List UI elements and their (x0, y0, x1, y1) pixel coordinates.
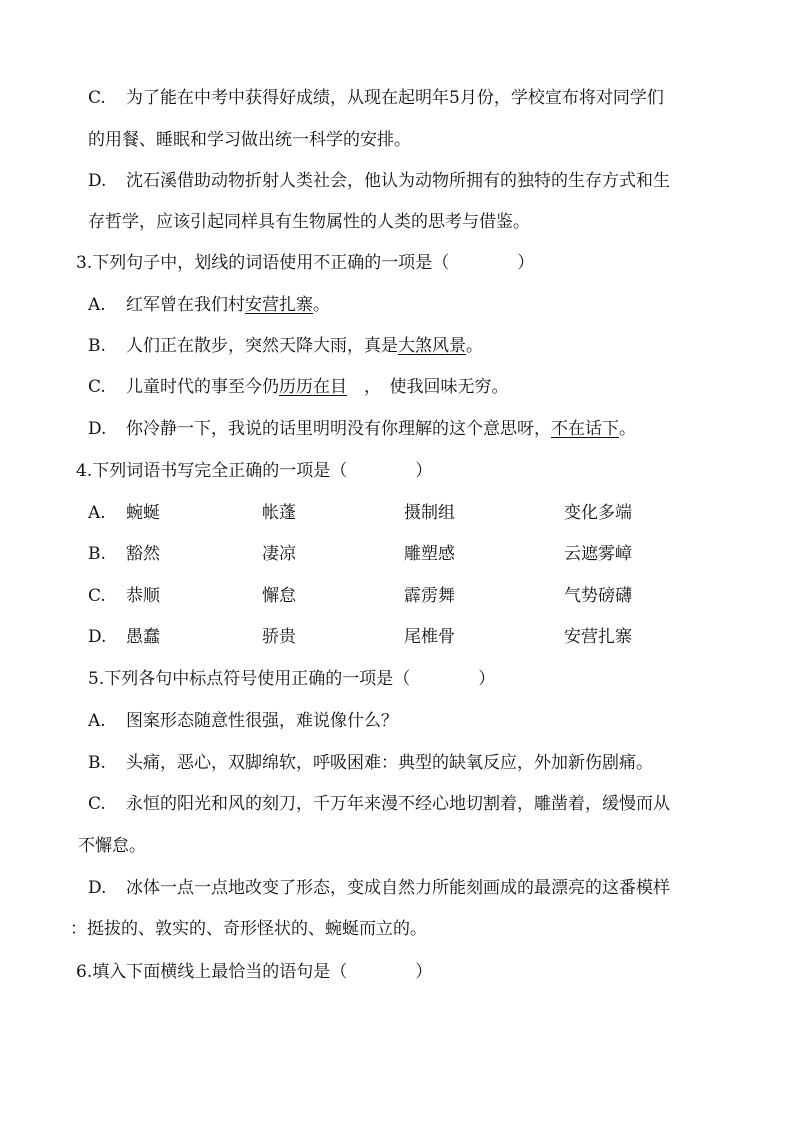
option-text-end: 。 (313, 295, 330, 315)
option-label: D. (88, 627, 107, 647)
option-label: A. (88, 503, 106, 523)
word-2: 凄凉 (262, 544, 296, 564)
option-label: C. (88, 794, 106, 814)
word-3: 尾椎骨 (404, 627, 455, 647)
word-4: 云遮雾嶂 (564, 544, 632, 564)
word-3: 摄制组 (404, 503, 455, 523)
option-text: 冰体一点一点地改变了形态，变成自然力所能刻画成的最漂亮的这番模样 (126, 878, 670, 898)
option-text-end: 。 (619, 419, 636, 439)
q5-option-c-line1 (88, 794, 670, 814)
option-label: B. (88, 544, 106, 564)
underlined-word: 历历在目 (279, 377, 347, 397)
q5-option-c-line2: 不懈怠。 (78, 836, 146, 856)
option-text: 红军曾在我们村 (126, 295, 245, 315)
q2-option-d-line2: 存哲学，应该引起同样具有生物属性的人类的思考与借鉴。 (88, 212, 530, 232)
q3-option-c (88, 377, 509, 397)
word-3: 雕塑感 (404, 544, 455, 564)
word-4: 气势磅礴 (564, 586, 632, 606)
underlined-word: 大煞风景 (398, 336, 466, 356)
word-2: 懈怠 (262, 586, 296, 606)
word-3: 霹雳舞 (404, 586, 455, 606)
option-text: 沈石溪借助动物折射人类社会，他认为动物所拥有的独特的生存方式和生 (126, 171, 670, 191)
option-text: 人们正在散步，突然天降大雨，真是 (126, 336, 398, 356)
q3-option-a (88, 295, 330, 315)
word-1: 豁然 (126, 544, 160, 564)
option-text: 为了能在中考中获得好成绩，从现在起明年5月份，学校宣布将对同学们 (126, 88, 664, 108)
q3-option-d (88, 419, 636, 439)
underlined-word: 不在话下 (551, 419, 619, 439)
word-2: 骄贵 (262, 627, 296, 647)
option-text: 头痛，恶心，双脚绵软，呼吸困难：典型的缺氧反应，外加新伤剧痛。 (126, 753, 653, 773)
q5-option-d-line1 (88, 878, 670, 898)
option-label: B. (88, 753, 106, 773)
option-label: A. (88, 711, 106, 731)
q5-option-d-line2: ：挺拔的、敦实的、奇形怪状的、蜿蜒而立的。 (70, 919, 427, 939)
q2-option-c-line2: 的用餐、睡眠和学习做出统一科学的安排。 (88, 130, 411, 150)
option-text: 儿童时代的事至今仍 (126, 377, 279, 397)
word-4: 变化多端 (564, 503, 632, 523)
option-label: C. (88, 377, 106, 397)
word-2: 帐蓬 (262, 503, 296, 523)
option-text: 你冷静一下，我说的话里明明没有你理解的这个意思呀， (126, 419, 551, 439)
word-4: 安营扎寨 (564, 627, 632, 647)
word-1: 蜿蜒 (126, 503, 160, 523)
option-label: A. (88, 295, 106, 315)
option-text-end: ， 使我回味无穷。 (347, 377, 509, 397)
q6-stem: 6.填入下面横线上最恰当的语句是（ ） (76, 962, 433, 982)
option-label: B. (88, 336, 106, 356)
q5-stem: 5.下列各句中标点符号使用正确的一项是（ ） (88, 669, 496, 689)
q2-option-c-line1 (88, 88, 664, 108)
q3-stem: 3.下列句子中，划线的词语使用不正确的一项是（ ） (76, 253, 535, 273)
underlined-word: 安营扎寨 (245, 295, 313, 315)
option-label: D. (88, 171, 107, 191)
option-label: C. (88, 88, 106, 108)
option-label: D. (88, 878, 107, 898)
option-label: D. (88, 419, 107, 439)
option-text-end: 。 (466, 336, 483, 356)
option-text: 永恒的阳光和风的刻刀，千万年来漫不经心地切割着，雕凿着，缓慢而从 (126, 794, 670, 814)
q3-option-b (88, 336, 483, 356)
q2-option-d-line1 (88, 171, 670, 191)
q5-option-a (88, 711, 398, 731)
word-1: 愚蠢 (126, 627, 160, 647)
q4-stem: 4.下列词语书写完全正确的一项是（ ） (76, 461, 433, 481)
option-label: C. (88, 586, 106, 606)
option-text: 图案形态随意性很强，难说像什么？ (126, 711, 398, 731)
word-1: 恭顺 (126, 586, 160, 606)
q5-option-b (88, 753, 653, 773)
